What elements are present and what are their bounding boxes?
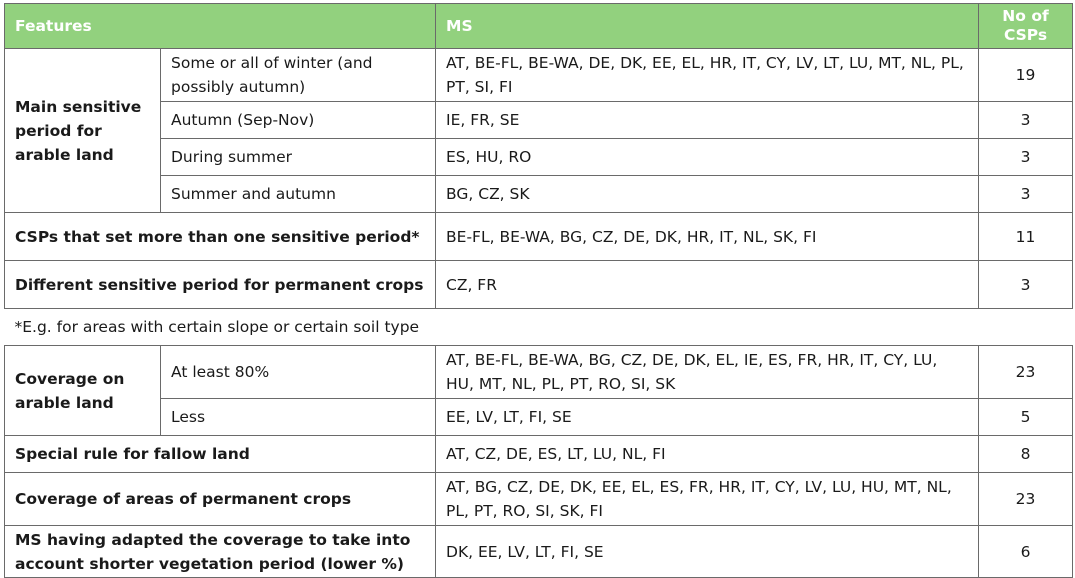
- header-num-csps: [979, 4, 1073, 49]
- row-label: Special rule for fallow land: [5, 436, 436, 473]
- footnote: *E.g. for areas with certain slope or certain soil type: [5, 309, 1073, 346]
- row-ms: BE-FL, BE-WA, BG, CZ, DE, DK, HR, IT, NL, SK, FI: [436, 213, 979, 261]
- row-sub-label: During summer: [161, 139, 436, 176]
- row-ms: AT, BE-FL, BE-WA, BG, CZ, DE, DK, EL, IE, ES, FR, HR, IT, CY, LU, HU, MT, NL, PL, PT, RO, SI, SK: [436, 346, 979, 399]
- row-count: 3: [979, 102, 1073, 139]
- row-sub-label: Less: [161, 399, 436, 436]
- row-ms: BG, CZ, SK: [436, 176, 979, 213]
- header-features: Features: [5, 4, 436, 49]
- row-ms: EE, LV, LT, FI, SE: [436, 399, 979, 436]
- table-row: [5, 102, 1073, 139]
- table-row: [5, 261, 1073, 309]
- row-ms: CZ, FR: [436, 261, 979, 309]
- table-row: [5, 526, 1073, 578]
- row-count: 11: [979, 213, 1073, 261]
- footnote-row: [5, 309, 1073, 346]
- csp-features-table: [4, 3, 1073, 578]
- row-sub-label: Summer and autumn: [161, 176, 436, 213]
- table-row: [5, 139, 1073, 176]
- row-count: 19: [979, 49, 1073, 102]
- row-ms: AT, CZ, DE, ES, LT, LU, NL, FI: [436, 436, 979, 473]
- row-count: 3: [979, 139, 1073, 176]
- table-row: [5, 399, 1073, 436]
- row-ms: DK, EE, LV, LT, FI, SE: [436, 526, 979, 578]
- row-sub-label: At least 80%: [161, 346, 436, 399]
- main-sensitive-period-label: Main sensitive period for arable land: [5, 49, 161, 213]
- coverage-arable-label: Coverage on arable land: [5, 346, 161, 436]
- header-num-line1: No of: [1002, 7, 1049, 25]
- row-label: Coverage of areas of permanent crops: [5, 473, 436, 526]
- row-count: 6: [979, 526, 1073, 578]
- row-count: 23: [979, 473, 1073, 526]
- table-row: [5, 213, 1073, 261]
- row-ms: ES, HU, RO: [436, 139, 979, 176]
- row-count: 23: [979, 346, 1073, 399]
- table-row: [5, 176, 1073, 213]
- table-row: [5, 473, 1073, 526]
- row-sub-label: Some or all of winter (and possibly autumn): [161, 49, 436, 102]
- row-label: MS having adapted the coverage to take into account shorter vegetation period (lower %): [5, 526, 436, 578]
- row-count: 3: [979, 261, 1073, 309]
- row-label: CSPs that set more than one sensitive period*: [5, 213, 436, 261]
- row-count: 3: [979, 176, 1073, 213]
- row-count: 5: [979, 399, 1073, 436]
- header-ms: MS: [436, 4, 979, 49]
- row-label: Different sensitive period for permanent crops: [5, 261, 436, 309]
- row-sub-label: Autumn (Sep-Nov): [161, 102, 436, 139]
- table-row: [5, 49, 1073, 102]
- table-row: [5, 346, 1073, 399]
- table-row: [5, 436, 1073, 473]
- row-ms: AT, BE-FL, BE-WA, DE, DK, EE, EL, HR, IT, CY, LV, LT, LU, MT, NL, PL, PT, SI, FI: [436, 49, 979, 102]
- row-ms: AT, BG, CZ, DE, DK, EE, EL, ES, FR, HR, IT, CY, LV, LU, HU, MT, NL, PL, PT, RO, SI, SK, FI: [436, 473, 979, 526]
- row-ms: IE, FR, SE: [436, 102, 979, 139]
- row-count: 8: [979, 436, 1073, 473]
- header-num-line2: CSPs: [1003, 26, 1048, 44]
- header-row: [5, 4, 1073, 49]
